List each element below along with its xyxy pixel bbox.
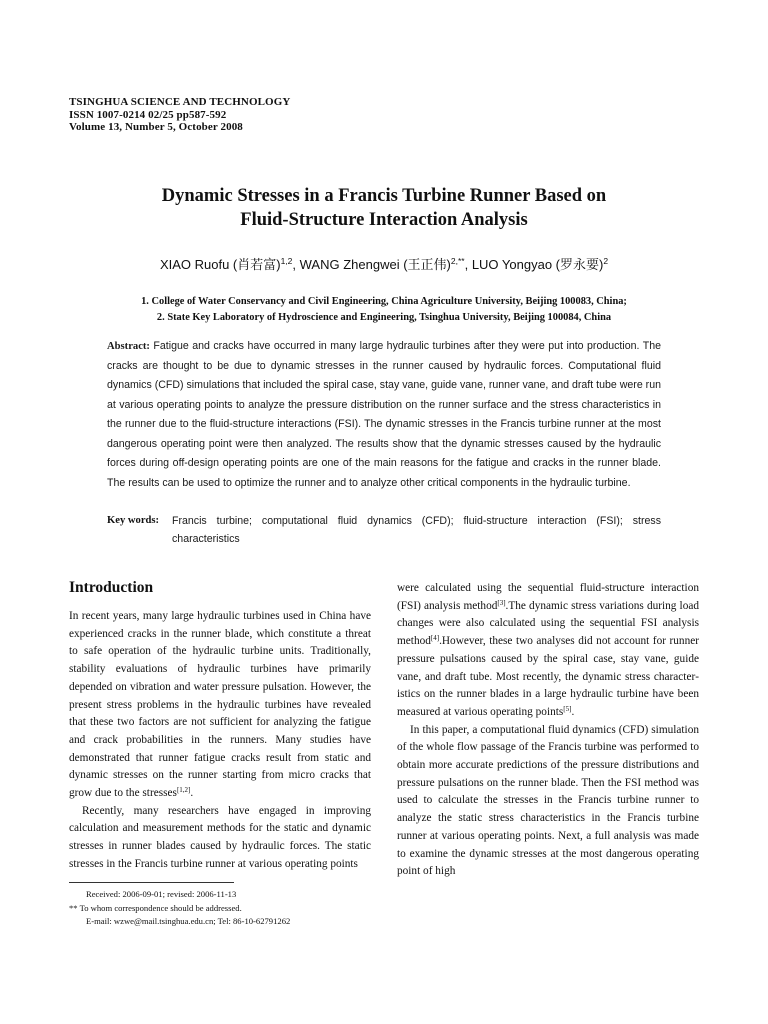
abstract-label: Abstract: bbox=[107, 341, 150, 352]
author-1: XIAO Ruofu (肖若富) bbox=[159, 257, 281, 272]
paragraph-text: In this paper, a computational fluid dynamics (CFD) simulation of the whole flow passage of the Francis turbine was performed to obtain more accurate predictions of the pressure distributions and pressure pulsations on the runner blade. Then the FSI method was used to calculate the stresses in the Francis turbine runner to analyze the static stress characteristics in the Francis turbine runner at various operating points. Next, a full analysis was made to examine the dynamic stresses at the most dangerous operating point of high bbox=[397, 723, 699, 878]
citation: [4] bbox=[430, 634, 440, 643]
citation: [3] bbox=[497, 598, 506, 607]
citation: [1,2] bbox=[176, 786, 191, 795]
paragraph-text: . bbox=[505, 599, 509, 612]
paragraph-text: In recent years, many large hydraulic turbines used in China have experienced cracks in the runner blade, which constitute a threat to safe operation of the hydraulic turbine units. Traditionally, stability evaluations of hydraulic turbines have primarily depended on vibration and water pressure pulsation. However, the present stress problems in the hydraulic turbines have revealed that these two factors are not sufficient for analyzing the fatigue and crack probabilities in the runners. Many studies have demonstrated that runner fatigue cracks result from static and dynamic stresses on the runner starting from micro cracks that grow due to the stresses bbox=[69, 610, 371, 800]
keywords-label: Key words: bbox=[107, 515, 160, 526]
author-1-affil: 1,2 bbox=[280, 256, 293, 266]
journal-name: TSINGHUA SCIENCE AND TECHNOLOGY bbox=[69, 96, 291, 108]
author-list bbox=[0, 256, 768, 274]
body-column-right bbox=[397, 580, 699, 881]
affiliations bbox=[0, 294, 768, 326]
journal-header bbox=[69, 96, 290, 134]
paragraph-text: . bbox=[439, 635, 442, 648]
footnote-received: Received: 2006-09-01; revised: 2006-11-13 bbox=[86, 889, 237, 899]
author-3: LUO Yongyao (罗永要) bbox=[471, 257, 604, 272]
journal-issn: ISSN 1007-0214 02/25 pp587-592 bbox=[69, 108, 227, 121]
section-heading-introduction: Introduction bbox=[69, 579, 154, 596]
paper-title-line1: Dynamic Stresses in a Francis Turbine Runner Based on bbox=[161, 186, 607, 206]
footnote-divider bbox=[69, 882, 234, 883]
author-2: WANG Zhengwei (王正伟) bbox=[299, 257, 451, 272]
paragraph-text: The dynamic stress variations during load changes were also calculated using the sequential FSI analysis method bbox=[397, 599, 700, 648]
paragraph-text: Recently, many researchers have engaged in improving calculation and measurement methods for the static and dynamic stresses in runner blades caused by hydraulic forces. The static stresses in the Francis turbine runner at various operating points bbox=[69, 804, 371, 870]
abstract bbox=[107, 337, 661, 493]
affiliation-1: 1. College of Water Conservancy and Civil Engineering, China Agriculture University, Beijing 100083, China; bbox=[141, 296, 627, 307]
paragraph-text: were calculated using the sequential fluid-structure interaction (FSI) analysis method bbox=[397, 582, 699, 612]
author-2-affil: 2,** bbox=[450, 256, 465, 266]
intro-paragraph-2 bbox=[69, 803, 371, 874]
paper-title-line2: Fluid-Structure Interaction Analysis bbox=[240, 210, 528, 230]
paper-title bbox=[0, 184, 768, 232]
footnote-correspondence: ** To whom correspondence should be addressed. bbox=[69, 902, 242, 913]
affiliation-2: 2. State Key Laboratory of Hydroscience and Engineering, Tsinghua University, Beijing 100084, China bbox=[156, 312, 612, 323]
intro-paragraph-2-continued bbox=[397, 580, 699, 722]
citation: [5] bbox=[563, 704, 572, 713]
footnotes bbox=[69, 888, 369, 929]
intro-paragraph-1 bbox=[69, 608, 371, 803]
abstract-text: Fatigue and cracks have occurred in many large hydraulic turbines after they were put into production. The cracks are thought to be due to dynamic stresses in the runner caused by hydraulic forces. Computational fluid dynamics (CFD) simulations that included the spiral case, stay vane, guide vane, runner vane, and draft tube were run at various operating points to analyze the pressure distribution on the runner surface and the stress characteristics in the runner due to the fluid-structure interactions (FSI). The dynamic stresses in the Francis turbine runner at the most dangerous operating point were then analyzed. The results show that the dynamic stresses caused by the hydraulic forces during off-design operating points are one of the main reasons for the fatigue and cracks in the runner blade. The results can be used to optimize the runner and to analyze other critical components in the hydraulic turbine. bbox=[107, 340, 661, 489]
journal-volume: Volume 13, Number 5, October 2008 bbox=[69, 121, 243, 133]
intro-paragraph-3 bbox=[397, 722, 699, 881]
author-3-affil: 2 bbox=[603, 256, 609, 266]
keywords-text: Francis turbine; computational fluid dynamics (CFD); fluid-structure interaction (FSI); stress characteristics bbox=[172, 515, 661, 545]
paragraph-text: However, these two analyses did not account for runner pressure pulsations caused by the spiral case, stay vane, guide vane, and draft tube. Most recently, the dynamic stress characteristics on the runner blades in a large hydraulic turbine have been measured at various operating points bbox=[397, 635, 699, 718]
body-column-left bbox=[69, 608, 371, 874]
author-separator: , bbox=[292, 257, 300, 272]
footnote-email: E-mail: wzwe@mail.tsinghua.edu.cn; Tel: 86-10-62791262 bbox=[86, 916, 291, 926]
paragraph-text: . bbox=[571, 705, 575, 718]
paragraph-text: . bbox=[190, 787, 194, 800]
author-separator: , bbox=[464, 257, 472, 272]
keywords bbox=[107, 512, 661, 548]
